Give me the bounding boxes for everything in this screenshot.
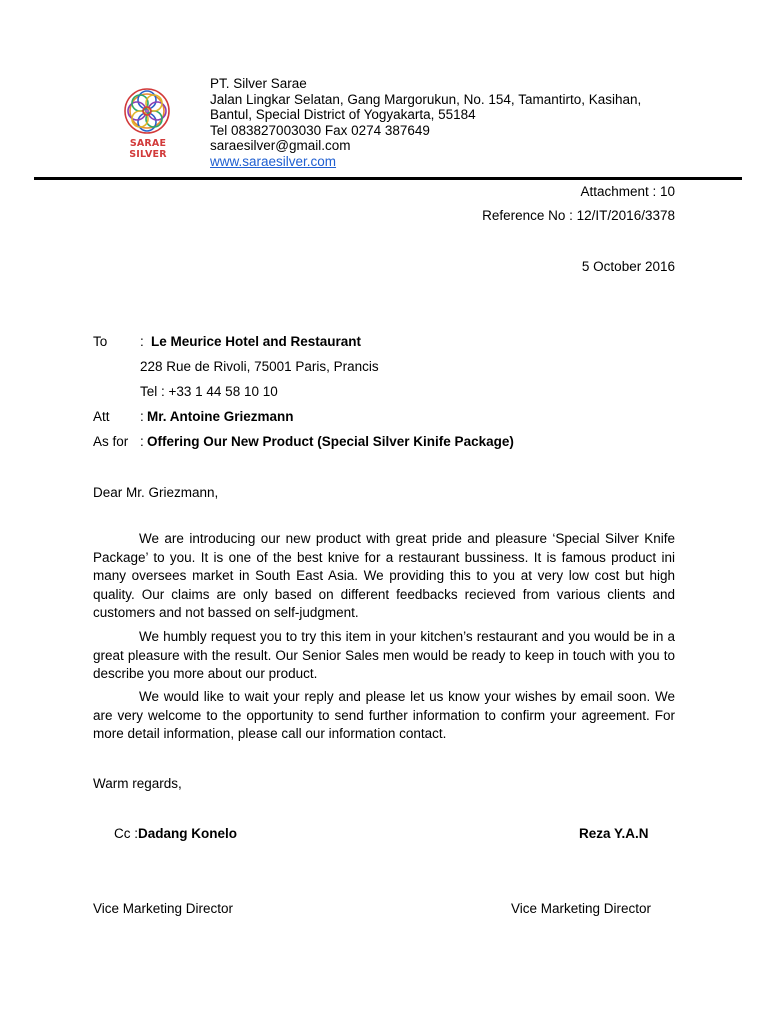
- address-line-2: Bantul, Special District of Yogyakarta, 55184: [210, 107, 476, 122]
- company-logo: [112, 86, 184, 160]
- signer-name: Reza Y.A.N: [579, 826, 649, 841]
- right-signer-title: Vice Marketing Director: [511, 901, 652, 916]
- paragraph-1-text: We are introducing our new product with great pride and pleasure ‘Special Silver Knife Package’ to you. It is one of the best knive for a restaurant bussiness. It is famous product ini many oversees market in South East Asia. We providing this to you at very low cost but high quality. Our claims are only based on different feedbacks recieved from various clients and customers and not bassed on self-judgment.: [93, 531, 675, 620]
- att-label: Att: [93, 409, 110, 424]
- attachment-count: Attachment : 10: [580, 184, 675, 199]
- to-label: To: [93, 334, 108, 349]
- att-colon: :: [140, 409, 144, 424]
- recipient-phone: Tel : +33 1 44 58 10 10: [140, 384, 278, 399]
- recipient-name: Le Meurice Hotel and Restaurant: [151, 334, 362, 349]
- subject-line: Offering Our New Product (Special Silver Kinife Package): [147, 434, 514, 449]
- paragraph-request: [93, 628, 675, 684]
- address-line-1: Jalan Lingkar Selatan, Gang Margorukun, No. 154, Tamantirto, Kasihan,: [210, 91, 642, 107]
- paragraph-2-text: We humbly request you to try this item in your kitchen’s restaurant and you would be in a great pleasure with the result. Our Senior Sales men would be ready to keep in touch with you to describe you more about our product.: [93, 629, 675, 681]
- header-divider-thick: [34, 178, 742, 180]
- company-info: [210, 76, 641, 169]
- cc-line: [114, 826, 237, 841]
- to-colon: :: [140, 334, 144, 349]
- asfor-label: As for: [93, 434, 129, 449]
- company-name: PT. Silver Sarae: [210, 76, 307, 91]
- salutation: Dear Mr. Griezmann,: [93, 485, 219, 500]
- att-name: Mr. Antoine Griezmann: [147, 409, 294, 424]
- closing: Warm regards,: [93, 776, 182, 791]
- letter-date: 5 October 2016: [581, 259, 675, 274]
- paragraph-introduction: [93, 530, 675, 623]
- reference-number: Reference No : 12/IT/2016/3378: [482, 208, 675, 223]
- mandala-logo-icon: [116, 86, 178, 136]
- email: saraesilver@gmail.com: [210, 138, 351, 153]
- paragraph-contact: [93, 688, 675, 744]
- recipient-address: 228 Rue de Rivoli, 75001 Paris, Prancis: [140, 359, 379, 374]
- cc-name: Dadang Konelo: [138, 826, 238, 841]
- paragraph-3-text: We would like to wait your reply and please let us know your wishes by email soon. We are very welcome to the opportunity to send further information to confirm your agreement. For more detail information, please call our information contact.: [93, 689, 675, 741]
- left-signer-title: Vice Marketing Director: [93, 901, 234, 916]
- cc-label: Cc :: [114, 826, 139, 841]
- logo-wordmark: SARAE SILVER: [129, 138, 167, 160]
- asfor-colon: :: [140, 434, 144, 449]
- website-link[interactable]: www.saraesilver.com: [210, 153, 337, 169]
- phone-fax: Tel 083827003030 Fax 0274 387649: [210, 122, 430, 138]
